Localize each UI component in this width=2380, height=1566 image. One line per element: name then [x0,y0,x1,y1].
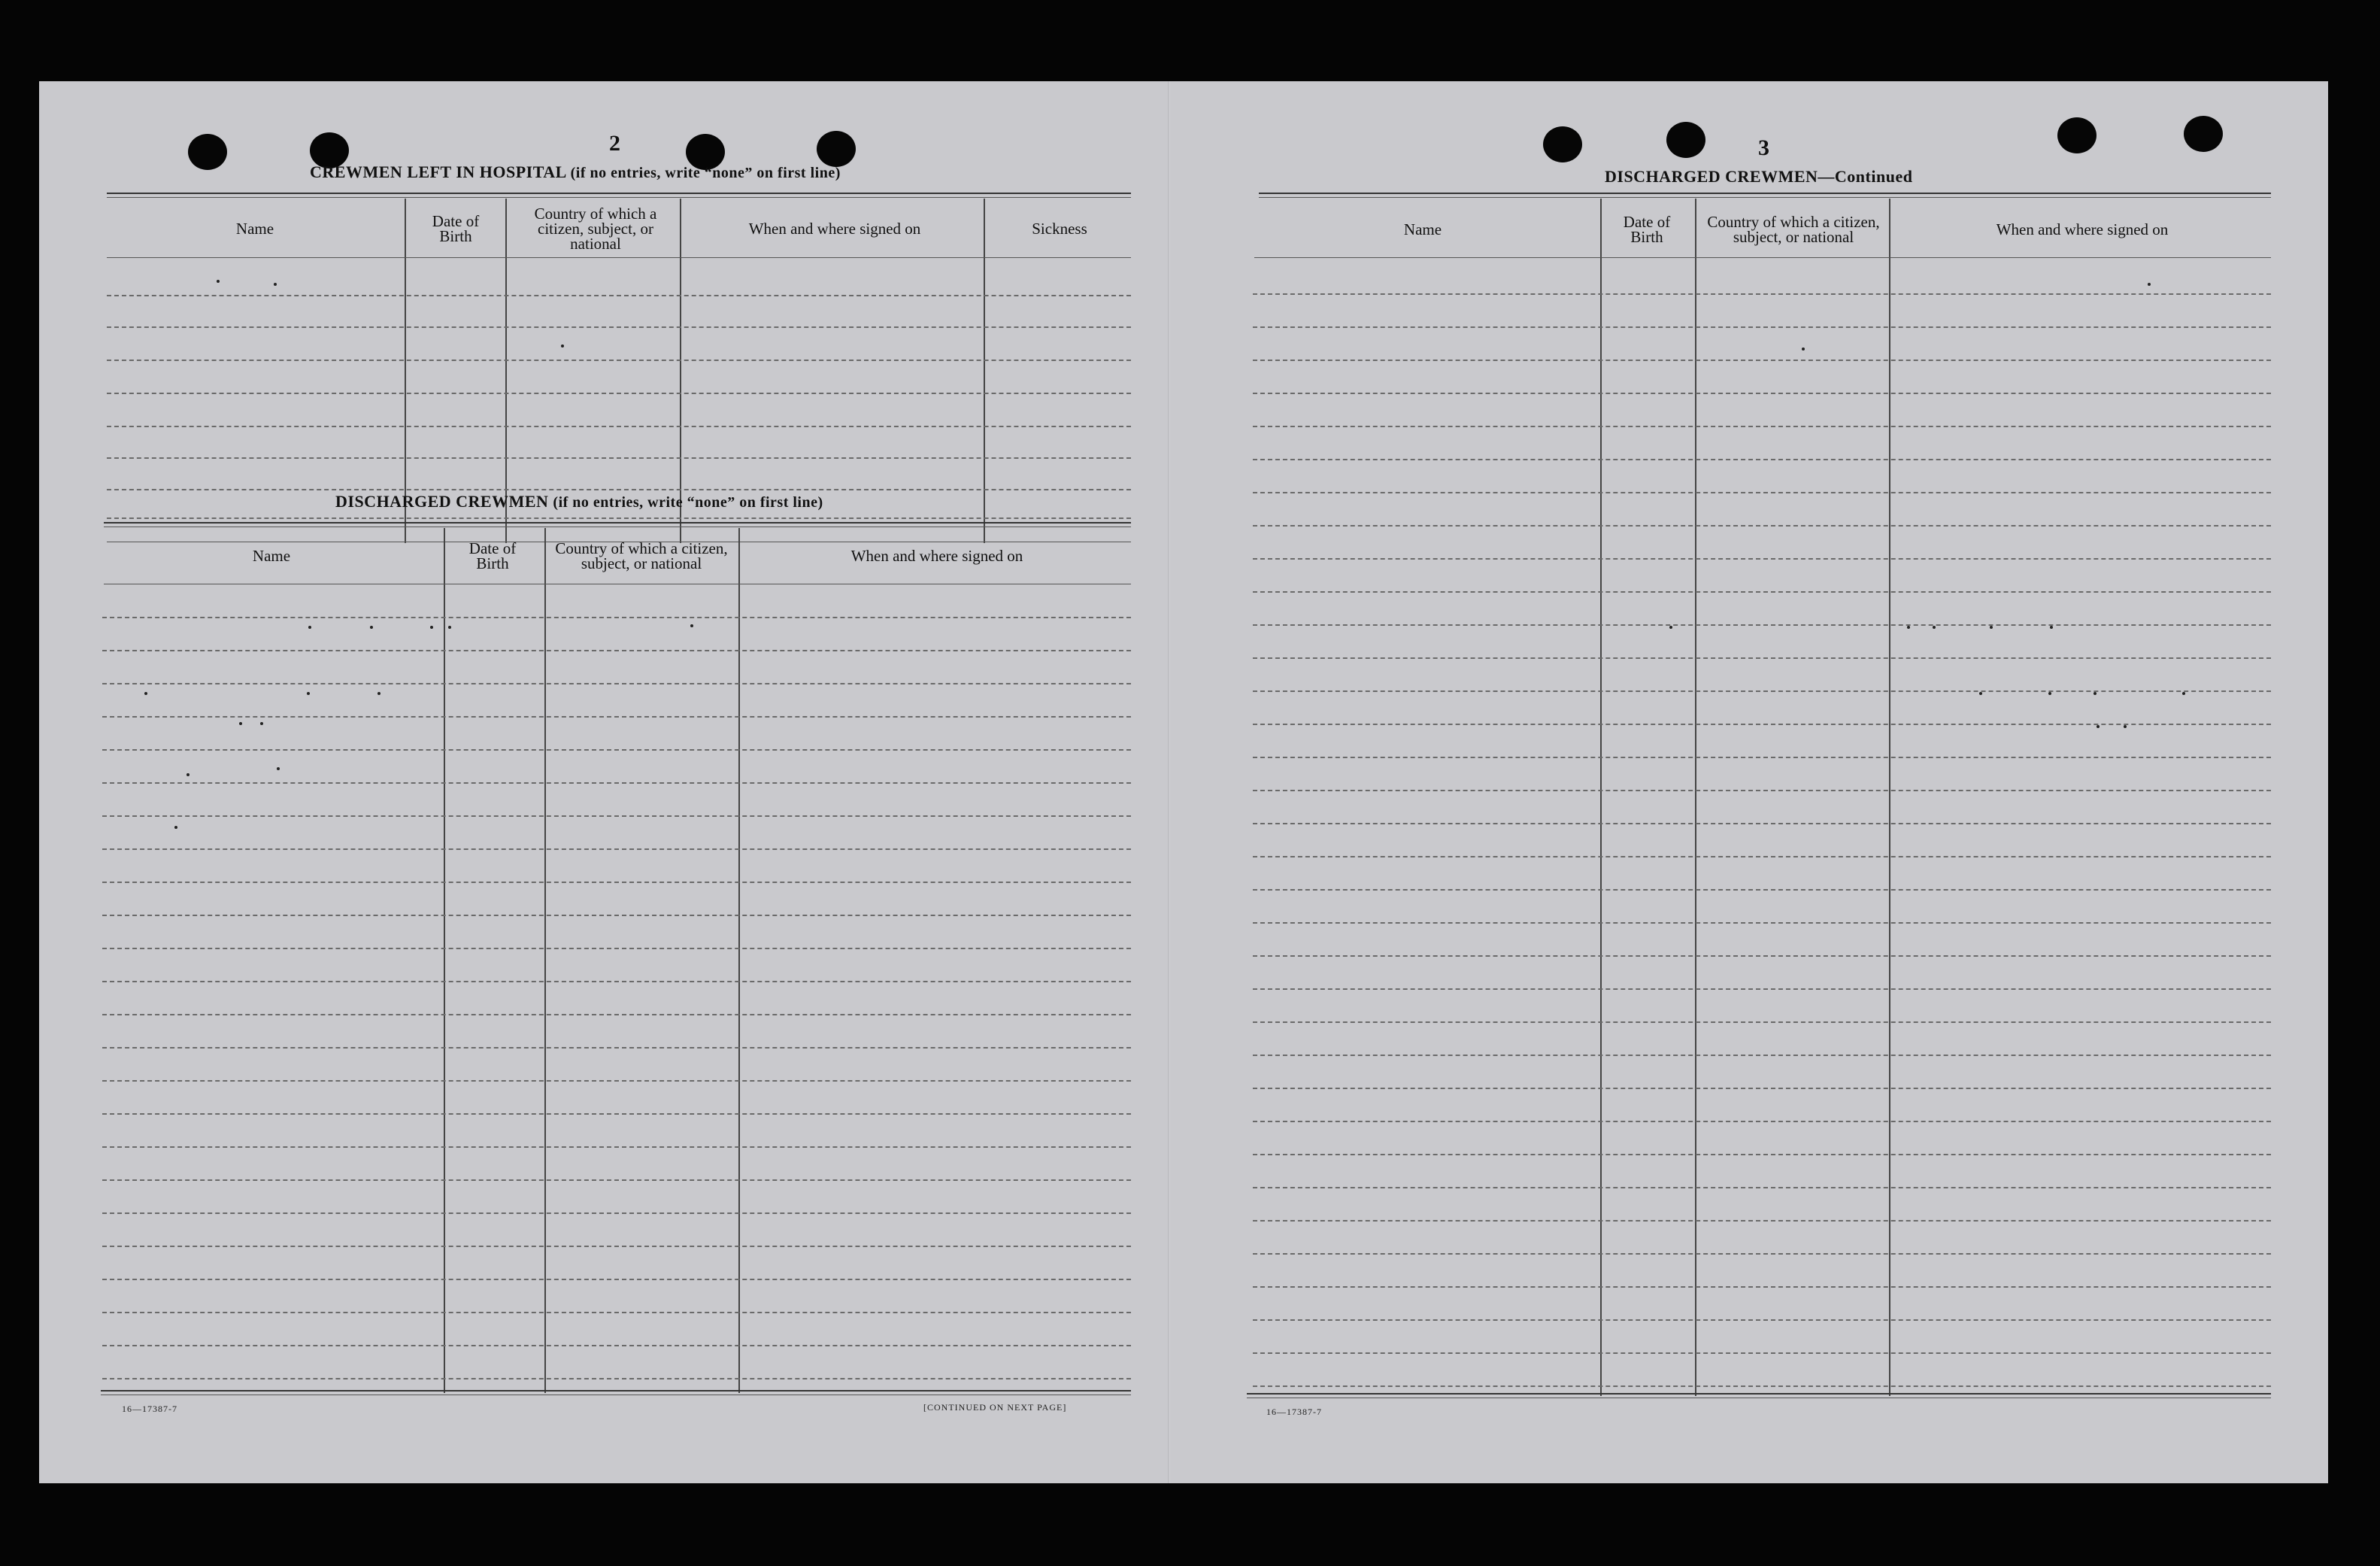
col-head-name: Name [1403,220,1442,238]
ruled-line [1253,1088,2271,1089]
ruled-line [1253,558,2271,560]
col-head-name: Name [252,547,291,565]
col-head-dob: Date of Birth [1623,213,1671,246]
ruled-line [102,1246,1131,1247]
ruled-line [102,1279,1131,1280]
ruled-line [1253,790,2271,791]
col-head-signed-on: When and where signed on [1996,220,2169,238]
punch-hole [817,131,856,167]
ruled-line [102,1047,1131,1049]
ruled-line [1253,393,2271,394]
discharged-title-text: DISCHARGED CREWMEN [335,492,549,511]
ruled-line [1253,360,2271,361]
col-head-country: Country of which a citizen, subject, or national [1707,213,1880,246]
punch-hole [2057,117,2097,153]
ruled-line [1253,1055,2271,1056]
ruled-line [1253,459,2271,460]
ruled-line [1253,889,2271,891]
left-page [39,81,1170,1483]
ruled-line [102,948,1131,949]
ruled-line [1253,624,2271,626]
hospital-section-title [310,162,841,182]
ruled-line [1253,1021,2271,1023]
continued-note: [CONTINUED ON NEXT PAGE] [923,1402,1067,1413]
ruled-line [1253,426,2271,427]
hospital-title-qualifier: (if no entries, write “none” on first line) [570,165,841,181]
col-head-sickness: Sickness [1032,220,1087,238]
ruled-line [1253,657,2271,659]
ruled-line [1253,1253,2271,1255]
ruled-line [1253,922,2271,924]
ruled-line [1253,1385,2271,1387]
ruled-line [102,617,1131,618]
ruled-line [1253,690,2271,692]
ruled-line [102,815,1131,817]
discharged-title-qualifier: (if no entries, write “none” on first line) [553,494,823,511]
punch-hole [2184,116,2223,152]
form-code: 16—17387-7 [1266,1407,1322,1417]
ruled-line [102,848,1131,850]
ruled-line [102,1312,1131,1313]
ruled-line [102,915,1131,916]
ruled-line [1253,955,2271,957]
ruled-line [1253,1286,2271,1288]
col-head-signed-on: When and where signed on [748,220,921,238]
hospital-title-text: CREWMEN LEFT IN HOSPITAL [310,162,566,181]
ruled-line [102,1014,1131,1015]
ruled-line [102,1080,1131,1082]
ruled-line [102,1212,1131,1214]
right-page [1170,81,2328,1483]
ruled-line [1253,293,2271,295]
col-head-name: Name [235,220,274,238]
ruled-line [102,882,1131,883]
ruled-line [1253,1121,2271,1122]
ruled-line [102,1146,1131,1148]
discharged-section-title [335,492,823,511]
ruled-line [102,1179,1131,1181]
col-head-signed-on: When and where signed on [850,547,1023,565]
punch-hole [188,134,227,170]
form-code: 16—17387-7 [122,1404,177,1414]
ruled-line [102,650,1131,651]
ruled-line [102,683,1131,684]
ruled-line [102,981,1131,982]
punch-hole [1543,126,1582,162]
ruled-line [1253,988,2271,990]
ruled-line [1253,1352,2271,1354]
ruled-line [1253,1154,2271,1155]
col-head-country: Country of which a citizen, subject, or national [555,539,728,572]
ruled-line [1253,823,2271,824]
col-head-dob: Date of Birth [432,212,480,245]
ruled-line [1253,1319,2271,1321]
ruled-line [102,716,1131,718]
ruled-line [1253,492,2271,493]
col-head-country: Country of which a citizen, subject, or national [534,205,657,253]
ruled-line [1253,591,2271,593]
ruled-line [102,1378,1131,1379]
ruled-line [1253,1220,2271,1222]
ruled-line [1253,757,2271,758]
ruled-line [1253,525,2271,527]
ruled-line [102,1113,1131,1115]
ruled-line [102,749,1131,751]
discharged-continued-title: DISCHARGED CREWMEN—Continued [1605,167,1913,186]
ruled-line [1253,856,2271,857]
ruled-line [102,782,1131,784]
ruled-line [1253,724,2271,725]
ruled-line [102,1345,1131,1346]
page-number: 2 [609,131,620,156]
col-head-dob: Date of Birth [468,539,517,572]
page-number: 3 [1758,135,1769,160]
punch-hole [1666,122,1705,158]
ruled-line [1253,326,2271,328]
ruled-line [1253,1187,2271,1188]
